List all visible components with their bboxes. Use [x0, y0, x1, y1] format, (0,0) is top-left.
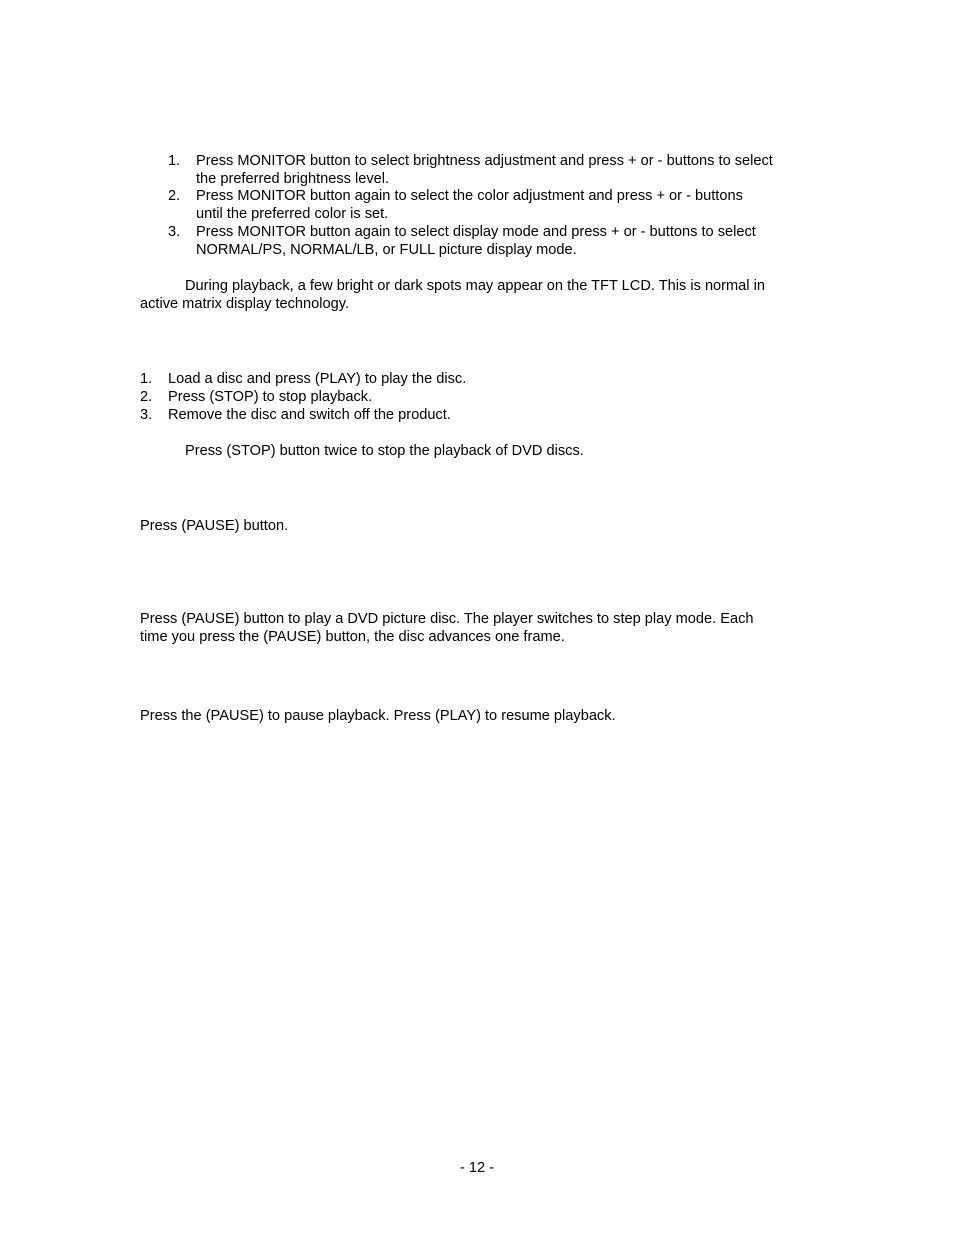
- list-item-number: 1.: [168, 153, 181, 169]
- list-item-number: 1.: [140, 371, 153, 387]
- list-item-number: 3.: [140, 407, 153, 423]
- list-item-text: Remove the disc and switch off the product.: [168, 407, 451, 423]
- page-number: - 12 -: [459, 1160, 495, 1176]
- list-item-text: NORMAL/PS, NORMAL/LB, or FULL picture display mode.: [196, 242, 577, 258]
- list-item-text: Press MONITOR button again to select display mode and press + or - buttons to select: [196, 224, 756, 240]
- list-item-text: Load a disc and press (PLAY) to play the disc.: [168, 371, 467, 387]
- list-item-number: 2.: [140, 389, 153, 405]
- paragraph-line: time you press the (PAUSE) button, the disc advances one frame.: [140, 629, 565, 645]
- list-item-text: until the preferred color is set.: [196, 206, 389, 222]
- list-item-text: the preferred brightness level.: [196, 171, 390, 187]
- pause-instruction: Press (PAUSE) button.: [140, 518, 289, 534]
- paragraph-line: active matrix display technology.: [140, 296, 350, 312]
- list-item-text: Press (STOP) to stop playback.: [168, 389, 373, 405]
- list-item-number: 3.: [168, 224, 181, 240]
- list-item-text: Press MONITOR button again to select the color adjustment and press + or - buttons: [196, 188, 743, 204]
- stop-note: Press (STOP) button twice to stop the playback of DVD discs.: [185, 443, 584, 459]
- paragraph-line: During playback, a few bright or dark spots may appear on the TFT LCD. This is normal in: [185, 278, 765, 294]
- paragraph-line: Press (PAUSE) button to play a DVD picture disc. The player switches to step play mode. Each: [140, 611, 754, 627]
- list-item-number: 2.: [168, 188, 181, 204]
- resume-instruction: Press the (PAUSE) to pause playback. Press (PLAY) to resume playback.: [140, 708, 616, 724]
- list-item-text: Press MONITOR button to select brightness adjustment and press + or - buttons to select: [196, 153, 773, 169]
